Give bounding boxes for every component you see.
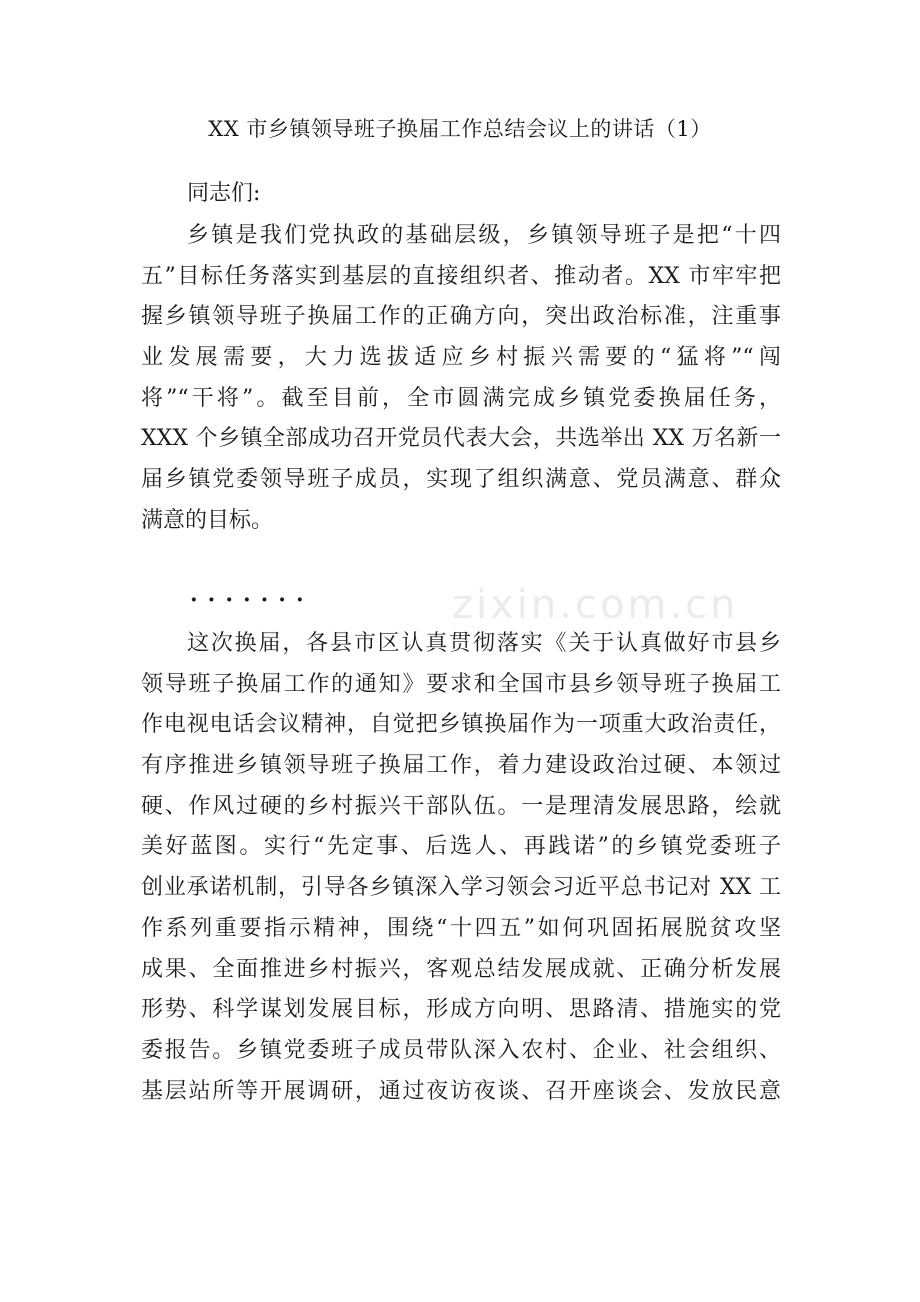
paragraph-line: 美好蓝图。实行“先定事、后选人、再践诺”的乡镇党委班子 [141, 834, 781, 860]
paragraph-line: 满意的目标。 [141, 507, 274, 533]
paragraph-line: 硬、作风过硬的乡村振兴干部队伍。一是理清发展思路，绘就 [141, 793, 781, 819]
paragraph-line: 形势、科学谋划发展目标，形成方向明、思路清、措施实的党 [141, 997, 781, 1023]
paragraph-line: 作电视电话会议精神，自觉把乡镇换届作为一项重大政治责任， [141, 712, 781, 738]
paragraph-line: 成果、全面推进乡村振兴，客观总结发展成就、正确分析发展 [141, 956, 781, 982]
paragraph-line: 五”目标任务落实到基层的直接组织者、推动者。XX 市牢牢把 [141, 263, 781, 289]
paragraph-line: 基层站所等开展调研，通过夜访夜谈、召开座谈会、发放民意 [141, 1078, 781, 1104]
paragraph-line: XXX 个乡镇全部成功召开党员代表大会，共选举出 XX 万名新一 [141, 426, 781, 452]
paragraph-line: 领导班子换届工作的通知》要求和全国市县乡领导班子换届工 [141, 671, 781, 697]
paragraph-line: 委报告。乡镇党委班子成员带队深入农村、企业、社会组织、 [141, 1037, 781, 1063]
watermark: zixin.com.cn [452, 582, 739, 628]
paragraph-line: 握乡镇领导班子换届工作的正确方向，突出政治标准，注重事 [141, 304, 781, 330]
ellipsis-separator: ······· [190, 587, 314, 613]
paragraph-1 [141, 216, 781, 542]
paragraph-line: 作系列重要指示精神，围绕“十四五”如何巩固拓展脱贫攻坚 [141, 915, 781, 941]
paragraph-line: 届乡镇党委领导班子成员，实现了组织满意、党员满意、群众 [141, 467, 781, 493]
paragraph-line: 这次换届，各县市区认真贯彻落实《关于认真做好市县乡 [187, 631, 781, 656]
greeting: 同志们: [187, 181, 261, 206]
paragraph-line: 有序推进乡镇领导班子换届工作，着力建设政治过硬、本领过 [141, 753, 781, 779]
paragraph-line: 创业承诺机制，引导各乡镇深入学习领会习近平总书记对 XX 工 [141, 875, 781, 901]
paragraph-2 [141, 624, 781, 1112]
document-title: XX 市乡镇领导班子换届工作总结会议上的讲话（1） [208, 117, 712, 141]
paragraph-line: 业发展需要，大力选拔适应乡村振兴需要的“猛将”“闯 [141, 345, 781, 371]
paragraph-line: 乡镇是我们党执政的基础层级，乡镇领导班子是把“十四 [187, 223, 781, 248]
paragraph-line: 将”“干将”。截至目前，全市圆满完成乡镇党委换届任务， [141, 385, 781, 411]
